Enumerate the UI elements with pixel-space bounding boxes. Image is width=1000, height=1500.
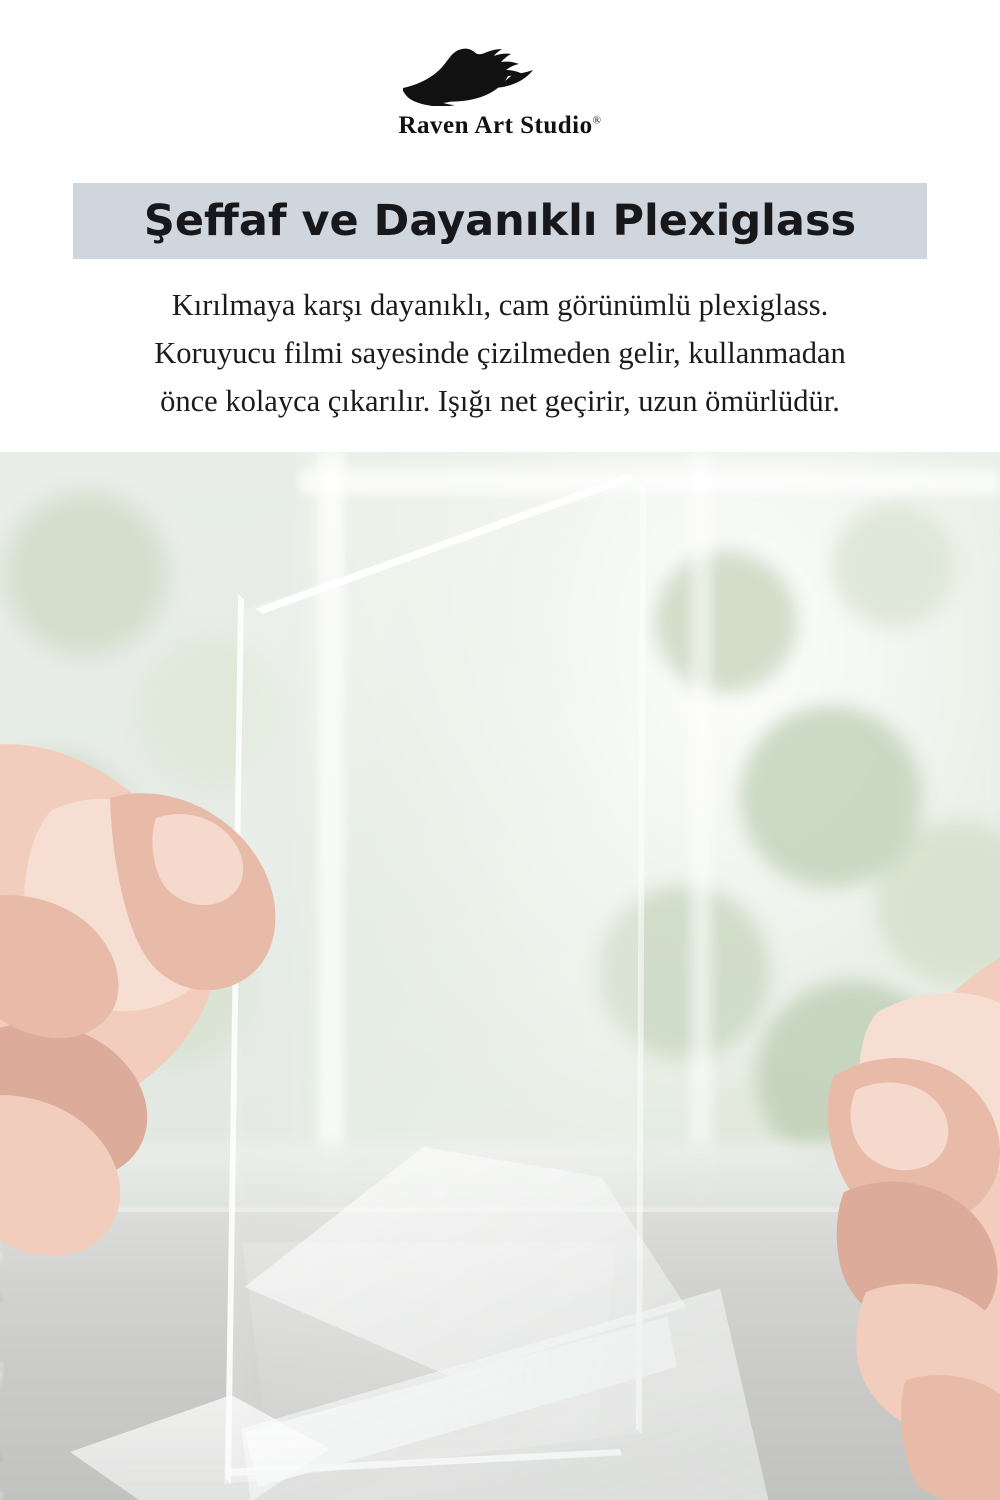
left-hand [0,602,390,1302]
description-line-2: Koruyucu filmi sayesinde çizilmeden gelir, kullanmadan [154,335,846,370]
brand-lockup [0,44,1000,140]
brand-name: Raven Art Studio® [398,112,602,139]
page-title: Şeffaf ve Dayanıklı Plexiglass [143,195,857,246]
raven-bird-icon [395,44,605,106]
description-block [80,282,920,426]
header-section [0,0,1000,452]
description-line-1: Kırılmaya karşı dayanıklı, cam görünümlü plexiglass. [171,288,829,322]
right-hand [620,892,1000,1500]
product-photo [0,452,1000,1500]
description-line-3: önce kolayca çıkarılır. Işığı net geçirir, uzun ömürlüdür. [160,383,840,418]
title-band [73,183,927,259]
registered-mark: ® [592,114,602,127]
